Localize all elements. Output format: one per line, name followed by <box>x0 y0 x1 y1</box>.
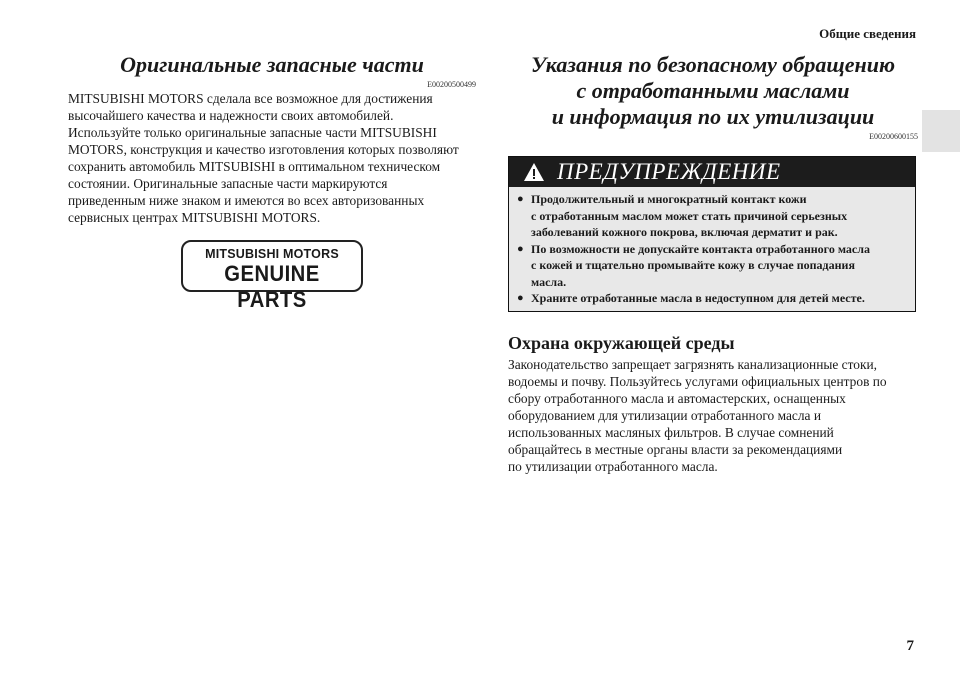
logo-line-genuine-parts: GENUINE PARTS <box>224 261 320 312</box>
section-title-genuine-parts: Оригинальные запасные части <box>120 52 424 77</box>
doc-code-genuine-parts: E00200500499 <box>427 80 476 89</box>
doc-code-used-oil: E00200600155 <box>869 132 918 141</box>
page-number: 7 <box>906 638 914 654</box>
warning-title: ПРЕДУПРЕЖДЕНИЕ <box>557 159 781 184</box>
genuine-parts-logo <box>181 240 363 312</box>
title-line: и информация по их утилизации <box>551 104 875 129</box>
left-column <box>68 52 476 312</box>
bullet-icon: ● <box>517 193 524 205</box>
right-column <box>508 52 918 475</box>
warning-line: По возможности не допускайте контакта отработанного масла <box>531 241 870 256</box>
warning-triangle-icon <box>523 162 545 182</box>
warning-item <box>517 241 907 291</box>
title-line: с отработанными маслами <box>576 78 850 103</box>
env-paragraph <box>508 356 918 475</box>
paragraph-line: сбору отработанного масла и автомастерских, оснащенных <box>508 390 846 406</box>
warning-header <box>509 157 915 187</box>
warning-line: Продолжительный и многократный контакт кожи <box>531 192 807 206</box>
warning-line: с отработанным маслом может стать причиной серьезных <box>531 208 848 223</box>
bullet-icon: ● <box>517 292 524 304</box>
paragraph-line: приведенным ниже знаком и имеются во всех авторизованных <box>68 193 425 208</box>
warning-line: с кожей и тщательно промывайте кожу в случае попадания <box>531 258 855 272</box>
warning-line: заболеваний кожного покрова, включая дерматит и рак. <box>531 225 838 239</box>
logo-line-brand: MITSUBISHI MOTORS <box>205 247 339 261</box>
section-tab <box>922 110 960 152</box>
paragraph-line: MITSUBISHI MOTORS сделала все возможное для достижения <box>68 91 433 106</box>
genuine-parts-paragraph <box>68 90 476 226</box>
paragraph-line: Законодательство запрещает загрязнять канализационные стоки, <box>508 356 878 372</box>
env-section-title: Охрана окружающей среды <box>508 332 735 353</box>
section-title-used-oil <box>508 52 918 130</box>
paragraph-line: обращайтесь в местные органы власти за рекомендациями <box>508 441 843 457</box>
warning-box <box>508 156 916 312</box>
paragraph-line: Используйте только оригинальные запасные части MITSUBISHI <box>68 125 437 140</box>
paragraph-line: высочайшего качества и надежности своих автомобилей. <box>68 108 394 123</box>
warning-list <box>509 187 915 311</box>
title-line: Указания по безопасному обращению <box>531 52 895 77</box>
paragraph-line: водоемы и почву. Пользуйтесь услугами официальных центров по <box>508 373 887 389</box>
bullet-icon: ● <box>517 242 524 255</box>
paragraph-line: MOTORS, конструкция и качество изготовления которых позволяют <box>68 142 459 157</box>
warning-line: Храните отработанные масла в недоступном для детей месте. <box>531 291 865 305</box>
paragraph-line: использованных масляных фильтров. В случае сомнений <box>508 424 834 440</box>
running-header: Общие сведения <box>819 26 916 41</box>
warning-item <box>517 191 907 241</box>
paragraph-line: по утилизации отработанного масла. <box>508 458 718 474</box>
warning-line: масла. <box>531 274 567 289</box>
paragraph-line: сервисных центрах MITSUBISHI MOTORS. <box>68 210 321 225</box>
paragraph-line: состоянии. Оригинальные запасные части маркируются <box>68 176 388 191</box>
paragraph-line: оборудованием для утилизации отработанного масла и <box>508 407 822 423</box>
warning-item <box>517 290 907 307</box>
paragraph-line: сохранить автомобиль MITSUBISHI в оптимальном техническом <box>68 159 441 174</box>
